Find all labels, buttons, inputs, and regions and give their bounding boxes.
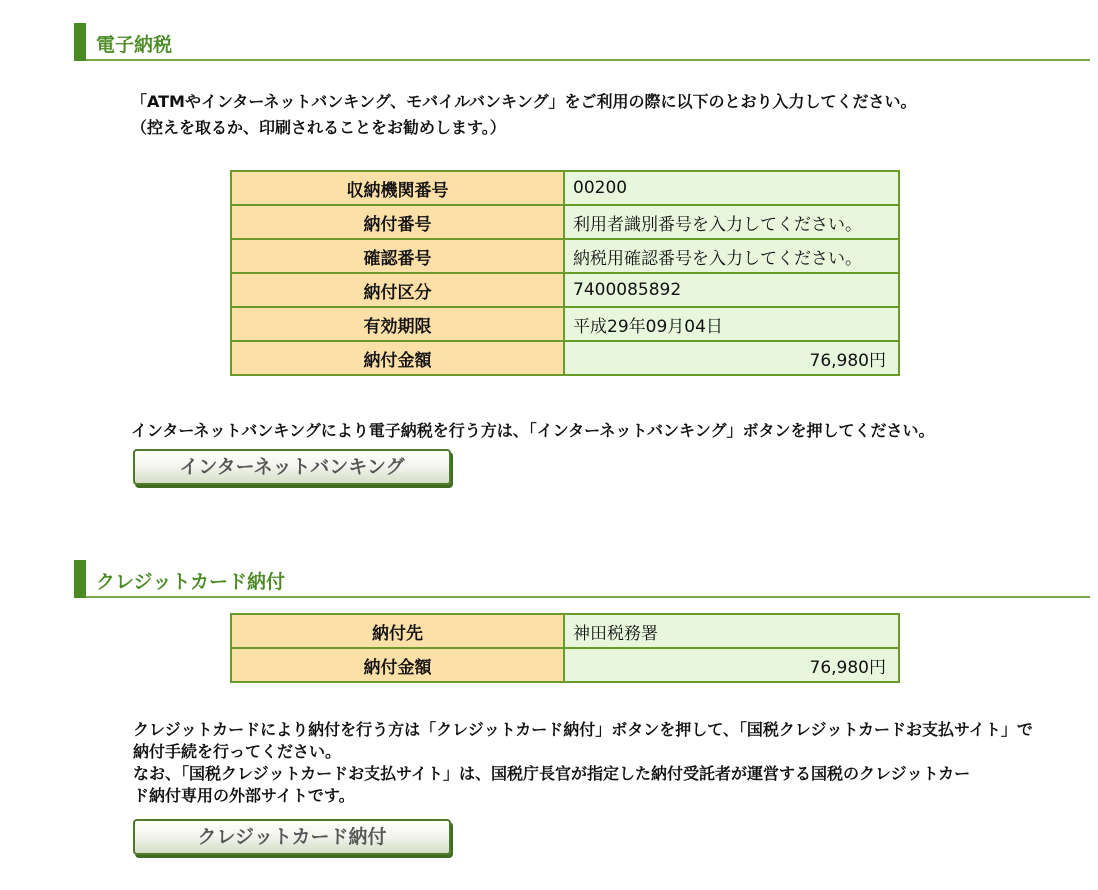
credit-card-note-line2: 納付手続を行ってください。	[133, 742, 342, 761]
row-label-collection-agency-number: 収納機関番号	[231, 171, 564, 205]
e-tax-payment-table	[230, 170, 900, 376]
table-row	[231, 648, 899, 682]
e-tax-heading-text: 電子納税	[96, 34, 173, 56]
credit-card-note-line4: ド納付専用の外部サイトです。	[133, 786, 355, 805]
row-value-payment-amount: 76,980円	[564, 341, 899, 375]
table-row	[231, 171, 899, 205]
row-value-payment-amount: 76,980円	[564, 648, 899, 682]
credit-card-note-line3: なお、「国税クレジットカードお支払サイト」は、国税庁長官が指定した納付受託者が運営する国税のクレジットカー	[133, 764, 971, 783]
row-value-collection-agency-number: 00200	[564, 171, 899, 205]
table-row	[231, 273, 899, 307]
row-label-payment-amount: 納付金額	[231, 648, 564, 682]
credit-card-heading-text: クレジットカード納付	[96, 571, 285, 593]
table-row	[231, 614, 899, 648]
row-label-confirmation-number: 確認番号	[231, 239, 564, 273]
e-tax-heading	[74, 23, 1090, 61]
internet-banking-note: インターネットバンキングにより電子納税を行う方は、「インターネットバンキング」ボタンを押してください。	[131, 421, 935, 440]
credit-card-payment-button[interactable]: クレジットカード納付	[133, 819, 451, 855]
row-value-payee: 神田税務署	[564, 614, 899, 648]
row-label-payment-number: 納付番号	[231, 205, 564, 239]
heading-bar-marker	[74, 560, 86, 598]
table-row	[231, 205, 899, 239]
row-label-expiry-date: 有効期限	[231, 307, 564, 341]
row-label-payment-amount: 納付金額	[231, 341, 564, 375]
row-value-confirmation-number: 納税用確認番号を入力してください。	[564, 239, 899, 273]
e-tax-intro-line1: 「ATMやインターネットバンキング、モバイルバンキング」をご利用の際に以下のとおり入力してください。	[131, 92, 917, 111]
row-label-payee: 納付先	[231, 614, 564, 648]
credit-card-heading	[74, 560, 1090, 598]
row-label-payment-category: 納付区分	[231, 273, 564, 307]
e-tax-intro-line2: （控えを取るか、印刷されることをお勧めします。）	[131, 118, 506, 137]
row-value-expiry-date: 平成29年09月04日	[564, 307, 899, 341]
row-value-payment-category: 7400085892	[564, 273, 899, 307]
row-value-payment-number: 利用者識別番号を入力してください。	[564, 205, 899, 239]
credit-card-payment-table	[230, 613, 900, 683]
internet-banking-button[interactable]: インターネットバンキング	[133, 449, 451, 485]
table-row	[231, 307, 899, 341]
table-row	[231, 239, 899, 273]
table-row	[231, 341, 899, 375]
credit-card-note-line1: クレジットカードにより納付を行う方は「クレジットカード納付」ボタンを押して、「国税クレジットカードお支払サイト」で	[133, 720, 1033, 739]
heading-bar-marker	[74, 23, 86, 61]
